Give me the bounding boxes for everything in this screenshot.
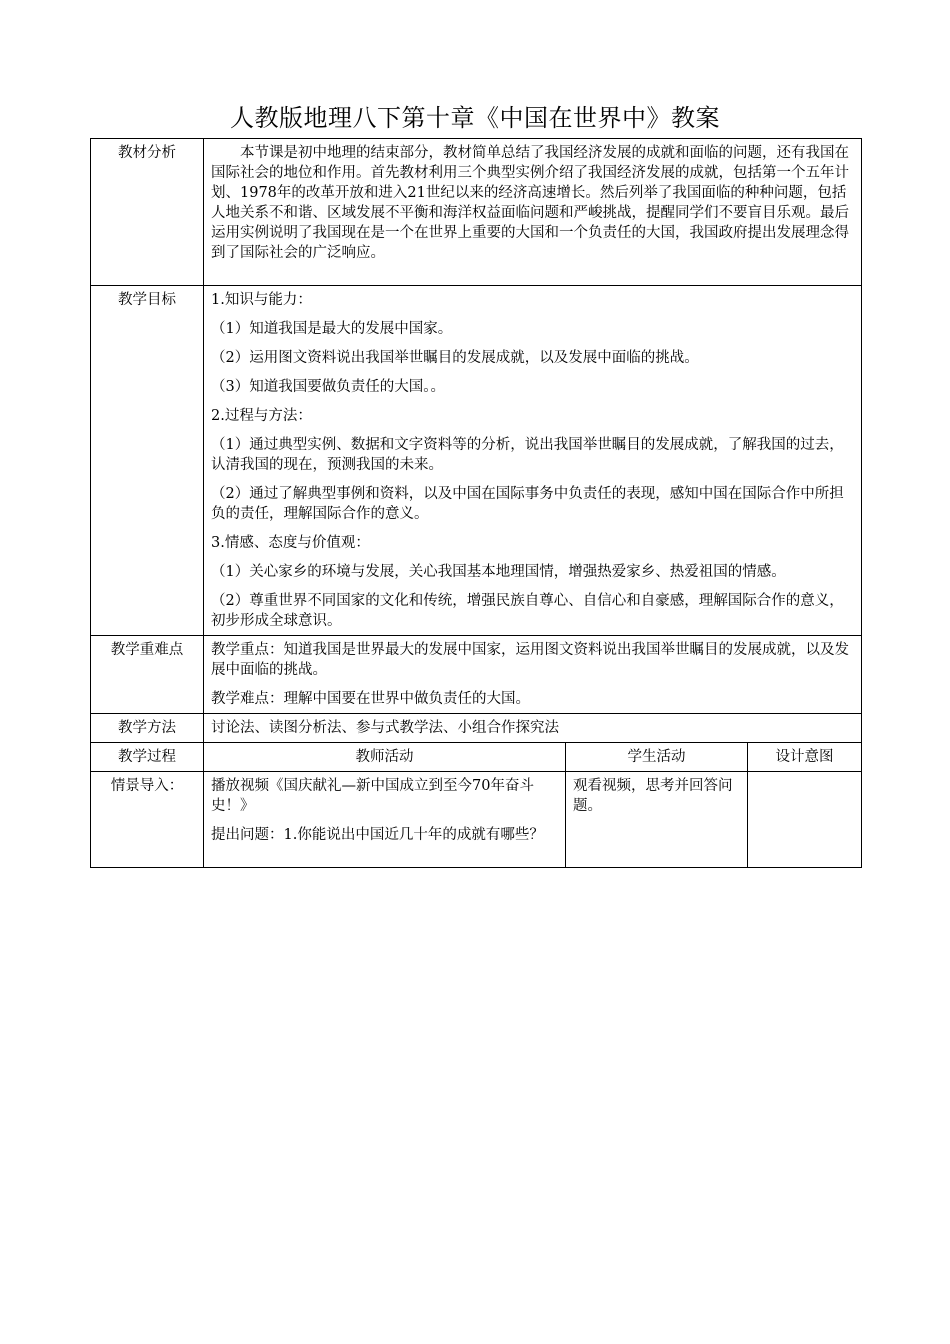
row-process-header [91,743,862,772]
key-points-label: 教学重难点 [91,636,204,714]
student-activity-header: 学生活动 [566,743,748,772]
teacher-activity-header: 教师活动 [204,743,566,772]
objective-item: （2）尊重世界不同国家的文化和传统，增强民族自尊心、自信心和自豪感，理解国际合作的意义，初步形成全球意识。 [211,593,844,629]
row-intro [91,772,862,868]
row-objectives [91,286,862,636]
analysis-text: 本节课是初中地理的结束部分，教材简单总结了我国经济发展的成就和面临的问题，还有我国在国际社会的地位和作用。首先教材利用三个典型实例介绍了我国经济发展的成就，包括第一个五年计划、1978年的改革开放和进入21世纪以来的经济高速增长。然后列举了我国面临的种种问题，包括人地关系不和谐、区域发展不平衡和海洋权益面临问题和严峻挑战，提醒同学们不要盲目乐观。最后运用实例说明了我国现在是一个在世界上重要的大国和一个负责任的大国，我国政府提出发展理念得到了国际社会的广泛响应。 [211,145,849,261]
objective-item: （3）知道我国要做负责任的大国。。 [211,379,445,395]
key-point-difficulty: 教学难点：理解中国要在世界中做负责任的大国。 [211,691,530,707]
methods-text: 讨论法、读图分析法、参与式教学法、小组合作探究法 [204,714,862,743]
analysis-cell [204,139,862,286]
intro-student-activity: 观看视频，思考并回答问题。 [566,772,748,868]
objective-item: （1）知道我国是最大的发展中国家。 [211,321,453,337]
methods-label: 教学方法 [91,714,204,743]
process-label: 教学过程 [91,743,204,772]
key-point-focus: 教学重点：知道我国是世界最大的发展中国家，运用图文资料说出我国举世瞩目的发展成就，以及发展中面临的挑战。 [211,642,849,678]
objective-item: （2）通过了解典型事例和资料，以及中国在国际事务中负责任的表现，感知中国在国际合作中所担负的责任，理解国际合作的意义。 [211,486,844,522]
objective-item: 1.知识与能力： [211,292,312,308]
row-analysis [91,139,862,286]
objective-item: （1）通过典型实例、数据和文字资料等的分析，说出我国举世瞩目的发展成就，了解我国的过去，认清我国的现在，预测我国的未来。 [211,437,844,473]
page-title: 人教版地理八下第十章《中国在世界中》教案 [230,104,720,132]
intro-teacher-cell [204,772,566,868]
intro-label: 情景导入： [91,772,204,868]
objective-item: （2）运用图文资料说出我国举世瞩目的发展成就，以及发展中面临的挑战。 [211,350,699,366]
row-methods [91,714,862,743]
intro-teacher-question: 提出问题：1.你能说出中国近几十年的成就有哪些？ [211,827,544,843]
objectives-label: 教学目标 [91,286,204,636]
intro-teacher-activity: 播放视频《国庆献礼—新中国成立到至今70年奋斗史！》 [211,778,534,814]
design-intent-header: 设计意图 [748,743,862,772]
row-key-points [91,636,862,714]
objective-item: （1）关心家乡的环境与发展，关心我国基本地理国情，增强热爱家乡、热爱祖国的情感。 [211,564,786,580]
objective-item: 2.过程与方法： [211,408,312,424]
lesson-plan-table [90,138,862,868]
key-points-cell [204,636,862,714]
intro-design-intent [748,772,862,868]
analysis-label: 教材分析 [91,139,204,286]
objective-item: 3.情感、态度与价值观： [211,535,370,551]
objectives-cell [204,286,862,636]
